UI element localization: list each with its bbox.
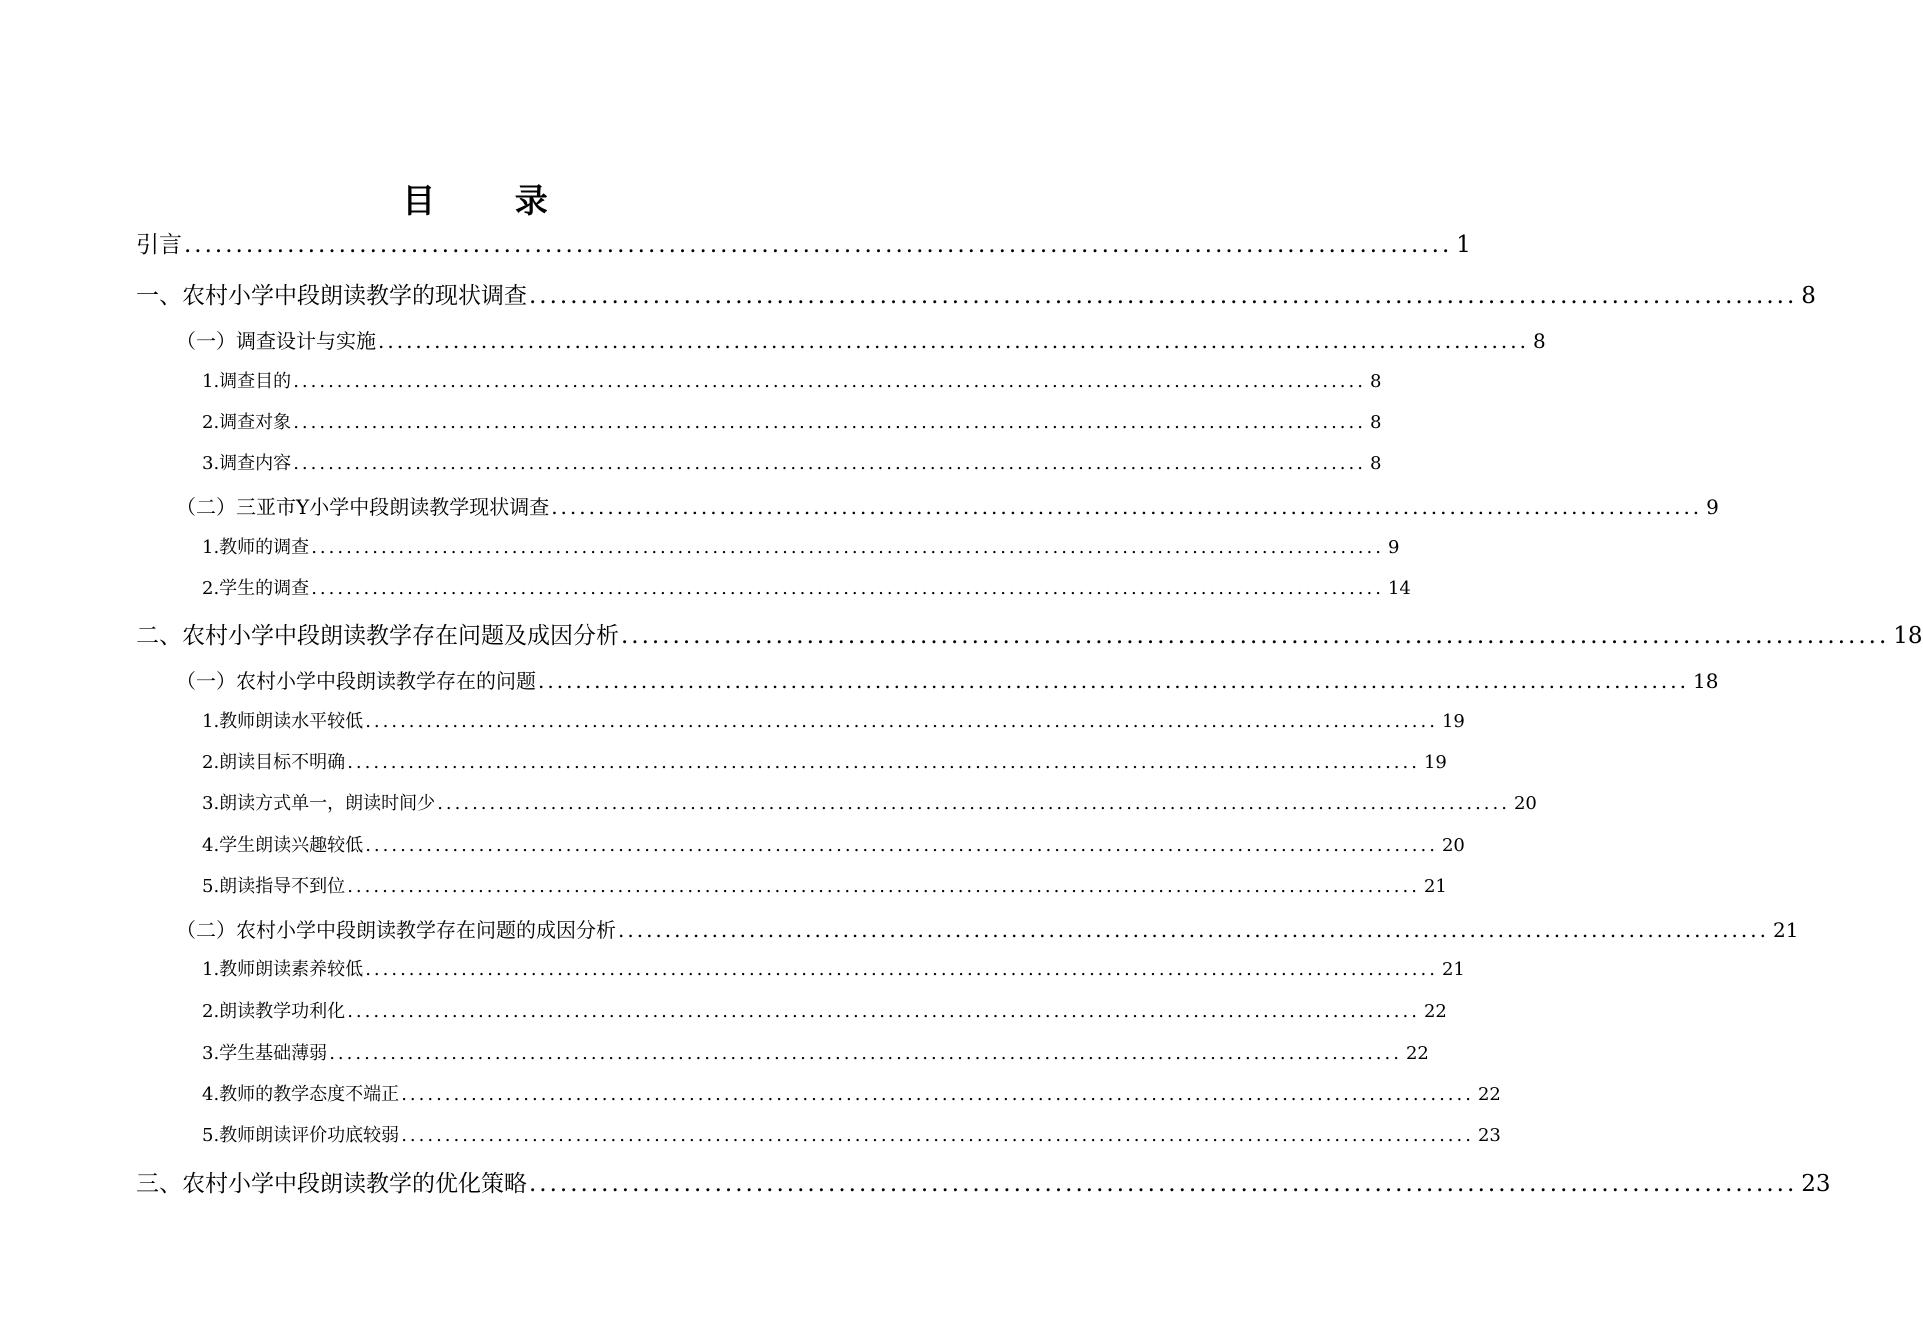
toc-entry[interactable] bbox=[136, 229, 1471, 261]
toc-page-number: 23 bbox=[1801, 1171, 1831, 1197]
toc-entry-label: （二）三亚市Y小学中段朗读教学现状调查 bbox=[176, 495, 550, 519]
toc-entry[interactable] bbox=[202, 709, 1465, 735]
toc-entry-label: 2.朗读教学功利化 bbox=[202, 1001, 346, 1022]
toc-page-number: 8 bbox=[1369, 412, 1382, 433]
toc-page-number: 8 bbox=[1369, 453, 1382, 474]
toc-page-number: 22 bbox=[1405, 1043, 1429, 1064]
toc-dot-leader: ........................................................................................................................... bbox=[365, 711, 1438, 732]
toc-entry[interactable] bbox=[202, 750, 1447, 776]
toc-dot-leader: ........................................................................................................................... bbox=[618, 918, 1769, 942]
toc-dot-leader: ........................................................................................................................... bbox=[378, 329, 1529, 353]
toc-entry[interactable] bbox=[176, 493, 1719, 521]
toc-dot-leader: ........................................................................................................................... bbox=[293, 371, 1366, 392]
toc-entry-label: 1.教师朗读水平较低 bbox=[202, 711, 364, 732]
toc-dot-leader: ........................................................................................................................... bbox=[347, 752, 1420, 773]
toc-entry-label: 一、农村小学中段朗读教学的现状调查 bbox=[136, 283, 527, 309]
toc-entry-label: 三、农村小学中段朗读教学的优化策略 bbox=[136, 1171, 527, 1197]
toc-entry-label: 二、农村小学中段朗读教学存在问题及成因分析 bbox=[136, 623, 619, 649]
toc-page-number: 8 bbox=[1801, 283, 1816, 309]
toc-entry[interactable] bbox=[202, 791, 1537, 817]
toc-entry[interactable] bbox=[202, 999, 1447, 1025]
toc-entry-label: （一）农村小学中段朗读教学存在的问题 bbox=[176, 669, 536, 693]
toc-dot-leader: ........................................................................................................................... bbox=[529, 283, 1798, 309]
toc-page-number: 8 bbox=[1369, 371, 1382, 392]
toc-dot-leader: ........................................................................................................................... bbox=[293, 453, 1366, 474]
toc-entry[interactable] bbox=[202, 576, 1411, 602]
toc-page-number: 8 bbox=[1532, 329, 1546, 353]
toc-entry-label: （一）调查设计与实施 bbox=[176, 329, 376, 353]
toc-dot-leader: ........................................................................................................................... bbox=[437, 793, 1510, 814]
toc-entry-label: 5.朗读指导不到位 bbox=[202, 876, 346, 897]
toc-entry-label: 4.学生朗读兴趣较低 bbox=[202, 835, 364, 856]
toc-entry[interactable] bbox=[202, 1123, 1501, 1149]
toc-page-number: 9 bbox=[1706, 495, 1719, 519]
toc-dot-leader: ........................................................................................................................... bbox=[311, 578, 1384, 599]
toc-dot-leader: ........................................................................................................................... bbox=[365, 959, 1438, 980]
toc-dot-leader: ........................................................................................................................... bbox=[293, 412, 1366, 433]
toc-page-number: 20 bbox=[1513, 793, 1537, 814]
toc-entry[interactable] bbox=[176, 916, 1799, 944]
toc-title: 目 录 bbox=[402, 181, 582, 220]
toc-entry-label: 1.教师朗读素养较低 bbox=[202, 959, 364, 980]
toc-entry[interactable] bbox=[136, 280, 1816, 312]
toc-entry-label: 2.调查对象 bbox=[202, 412, 292, 433]
toc-entry[interactable] bbox=[202, 535, 1400, 561]
toc-entry-label: 2.学生的调查 bbox=[202, 578, 310, 599]
toc-page-number: 18 bbox=[1692, 669, 1719, 693]
toc-entry[interactable] bbox=[136, 620, 1923, 652]
toc-dot-leader: ........................................................................................................................... bbox=[551, 495, 1703, 519]
toc-page-number: 21 bbox=[1441, 959, 1465, 980]
toc-page-number: 22 bbox=[1423, 1001, 1447, 1022]
toc-entry-label: 3.调查内容 bbox=[202, 453, 292, 474]
toc-dot-leader: ........................................................................................................................... bbox=[538, 669, 1689, 693]
toc-dot-leader: ........................................................................................................................... bbox=[329, 1043, 1402, 1064]
toc-entry[interactable] bbox=[202, 410, 1382, 436]
toc-dot-leader: ........................................................................................................................... bbox=[621, 623, 1890, 649]
toc-entry[interactable] bbox=[202, 874, 1447, 900]
toc-dot-leader: ........................................................................................................................... bbox=[401, 1084, 1474, 1105]
toc-entry[interactable] bbox=[202, 957, 1465, 983]
toc-entry[interactable] bbox=[202, 1041, 1429, 1067]
toc-entry[interactable] bbox=[176, 667, 1719, 695]
toc-page-number: 9 bbox=[1387, 537, 1400, 558]
toc-page-number: 14 bbox=[1387, 578, 1411, 599]
toc-page-number: 21 bbox=[1423, 876, 1447, 897]
toc-page-number: 1 bbox=[1456, 232, 1471, 258]
toc-dot-leader: ........................................................................................................................... bbox=[311, 537, 1384, 558]
toc-entry[interactable] bbox=[136, 1168, 1831, 1200]
toc-entry[interactable] bbox=[176, 327, 1546, 355]
toc-entry-label: 1.教师的调查 bbox=[202, 537, 310, 558]
toc-entry-label: 4.教师的教学态度不端正 bbox=[202, 1084, 400, 1105]
toc-entry[interactable] bbox=[202, 369, 1382, 395]
toc-dot-leader: ........................................................................................................................... bbox=[347, 876, 1420, 897]
toc-entry-label: 引言 bbox=[136, 232, 182, 258]
toc-entry-label: 3.学生基础薄弱 bbox=[202, 1043, 328, 1064]
toc-page-number: 18 bbox=[1893, 623, 1923, 649]
toc-page-number: 22 bbox=[1477, 1084, 1501, 1105]
toc-entry-label: 3.朗读方式单一，朗读时间少 bbox=[202, 793, 436, 814]
toc-entry[interactable] bbox=[202, 833, 1465, 859]
toc-page-number: 20 bbox=[1441, 835, 1465, 856]
toc-dot-leader: ........................................................................................................................... bbox=[529, 1171, 1798, 1197]
toc-entry[interactable] bbox=[202, 1082, 1501, 1108]
toc-page-number: 23 bbox=[1477, 1125, 1501, 1146]
toc-dot-leader: ........................................................................................................................... bbox=[184, 232, 1453, 258]
toc-dot-leader: ........................................................................................................................... bbox=[365, 835, 1438, 856]
toc-page-number: 21 bbox=[1772, 918, 1799, 942]
toc-entry-label: （二）农村小学中段朗读教学存在问题的成因分析 bbox=[176, 918, 616, 942]
toc-dot-leader: ........................................................................................................................... bbox=[347, 1001, 1420, 1022]
toc-entry-label: 2.朗读目标不明确 bbox=[202, 752, 346, 773]
toc-entry-label: 1.调查目的 bbox=[202, 371, 292, 392]
toc-page-number: 19 bbox=[1441, 711, 1465, 732]
toc-entry[interactable] bbox=[202, 451, 1382, 477]
toc-entry-label: 5.教师朗读评价功底较弱 bbox=[202, 1125, 400, 1146]
toc-dot-leader: ........................................................................................................................... bbox=[401, 1125, 1474, 1146]
toc-page-number: 19 bbox=[1423, 752, 1447, 773]
